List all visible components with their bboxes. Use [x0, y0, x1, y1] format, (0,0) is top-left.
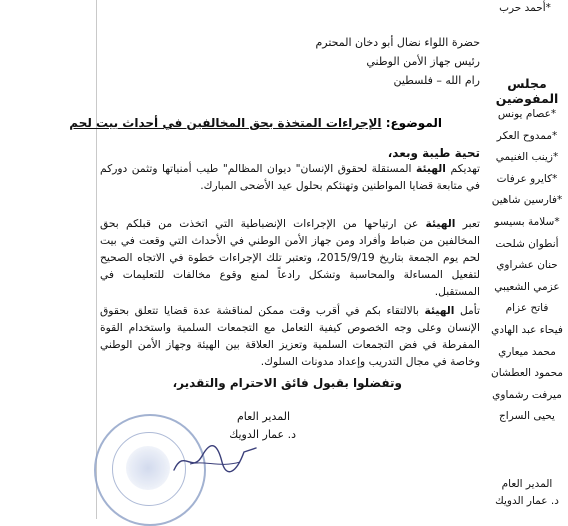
p1-lead: تهديكم [445, 162, 480, 175]
list-item: *ممدوح العكر [496, 129, 558, 142]
list-item: حنان عشراوي [496, 259, 558, 272]
subject-text: الإجراءات المتخذة بحق المخالفين في أحداث بيت لحم [69, 116, 382, 130]
p3-rest: بالالتقاء بكم في أقرب وقت ممكن لمناقشة عدة قضايا تتعلق بحقوق الإنسان وعلى وجه الخصوص كيفية التعامل مع التجمعات السلمية واستخدام القوة المفرطة في فض التجمعات السلمية وتعزيز العلاقة بين الهيئة وجهاز الأمن الوطني وخاصة في مجال التدريب وإعداد مدونات السلوك. [100, 304, 480, 368]
column-divider [96, 0, 97, 519]
signature-name: د. عمار الدويك [229, 428, 296, 441]
board-title: مجلس المفوضين [495, 76, 559, 106]
recipient-line-3: رام الله – فلسطين [393, 74, 480, 87]
sidebar [486, 0, 568, 519]
greeting: تحية طيبة وبعد، [387, 146, 480, 160]
list-item: *عصام يونس [497, 108, 557, 120]
subject-line [69, 116, 442, 130]
recipient-line-2: رئيس جهاز الأمن الوطني [366, 55, 480, 68]
paragraph-3 [100, 302, 480, 370]
p2-rest: عن ارتياحها من الإجراءات الإنضباطية التي اتخذت من قبلكم بحق المخالفين من ضباط وأفراد ومن جهاز الأمن الوطني في الأحداث التي وقعت في بيت لحم يوم الجمعة بتاريخ 2015/9/19، وتعتبر تلك الإجراءات خطوة في الاتجاه الصحيح لتفعيل المساءلة والمحاسبة وتشكل رادعاً لمنع وقوع مخالفات للتعليمات في المستقبل. [100, 217, 480, 298]
list-item: محمود العطشان [491, 367, 563, 380]
closing-line: وتفضلوا بقبول فائق الاحترام والتقدير، [172, 376, 402, 390]
list-item: فاتح عزام [505, 302, 549, 315]
paragraph-2 [100, 215, 480, 300]
sidebar-signoff-name: د. عمار الدويك [495, 495, 559, 507]
sidebar-top-name: *أحمد حرب [499, 2, 551, 14]
p1-rest: المستقلة لحقوق الإنسان" ديوان المظالم" طيب أمنياتها وتثمن دوركم في متابعة قضايا المواطنين وتهنئكم بحلول عيد الأضحى المبارك. [100, 162, 480, 192]
list-item: أنطوان شلحت [495, 237, 559, 250]
sidebar-signoff-title: المدير العام [501, 478, 553, 490]
list-item: ميرفت رشماوي [492, 388, 562, 401]
handwritten-signature [170, 440, 260, 480]
p3-lead: تأمل [454, 304, 480, 317]
recipient-line-1: حضرة اللواء نضال أبو دخان المحترم [315, 36, 480, 49]
list-item: *كايرو عرفات [496, 172, 558, 185]
p2-bold: الهيئة [425, 217, 456, 230]
list-item: عزمي الشعيبي [494, 280, 560, 293]
p1-bold: الهيئة [416, 162, 446, 175]
list-item: *زينب الغنيمي [495, 151, 559, 164]
list-item: *سلامة بسيسو [494, 215, 560, 228]
subject-label: الموضوع: [385, 116, 442, 130]
list-item: يحيى السراج [499, 410, 555, 423]
list-item: محمد ميعاري [498, 345, 556, 358]
p3-bold: الهيئة [424, 304, 455, 317]
list-item: فيحاء عبد الهادي [491, 323, 563, 336]
list-item: *فارسين شاهين [491, 194, 563, 207]
p2-lead: تعبر [455, 217, 480, 230]
paragraph-1 [100, 160, 480, 194]
signature-title: المدير العام [236, 410, 290, 423]
members-list [486, 104, 568, 428]
